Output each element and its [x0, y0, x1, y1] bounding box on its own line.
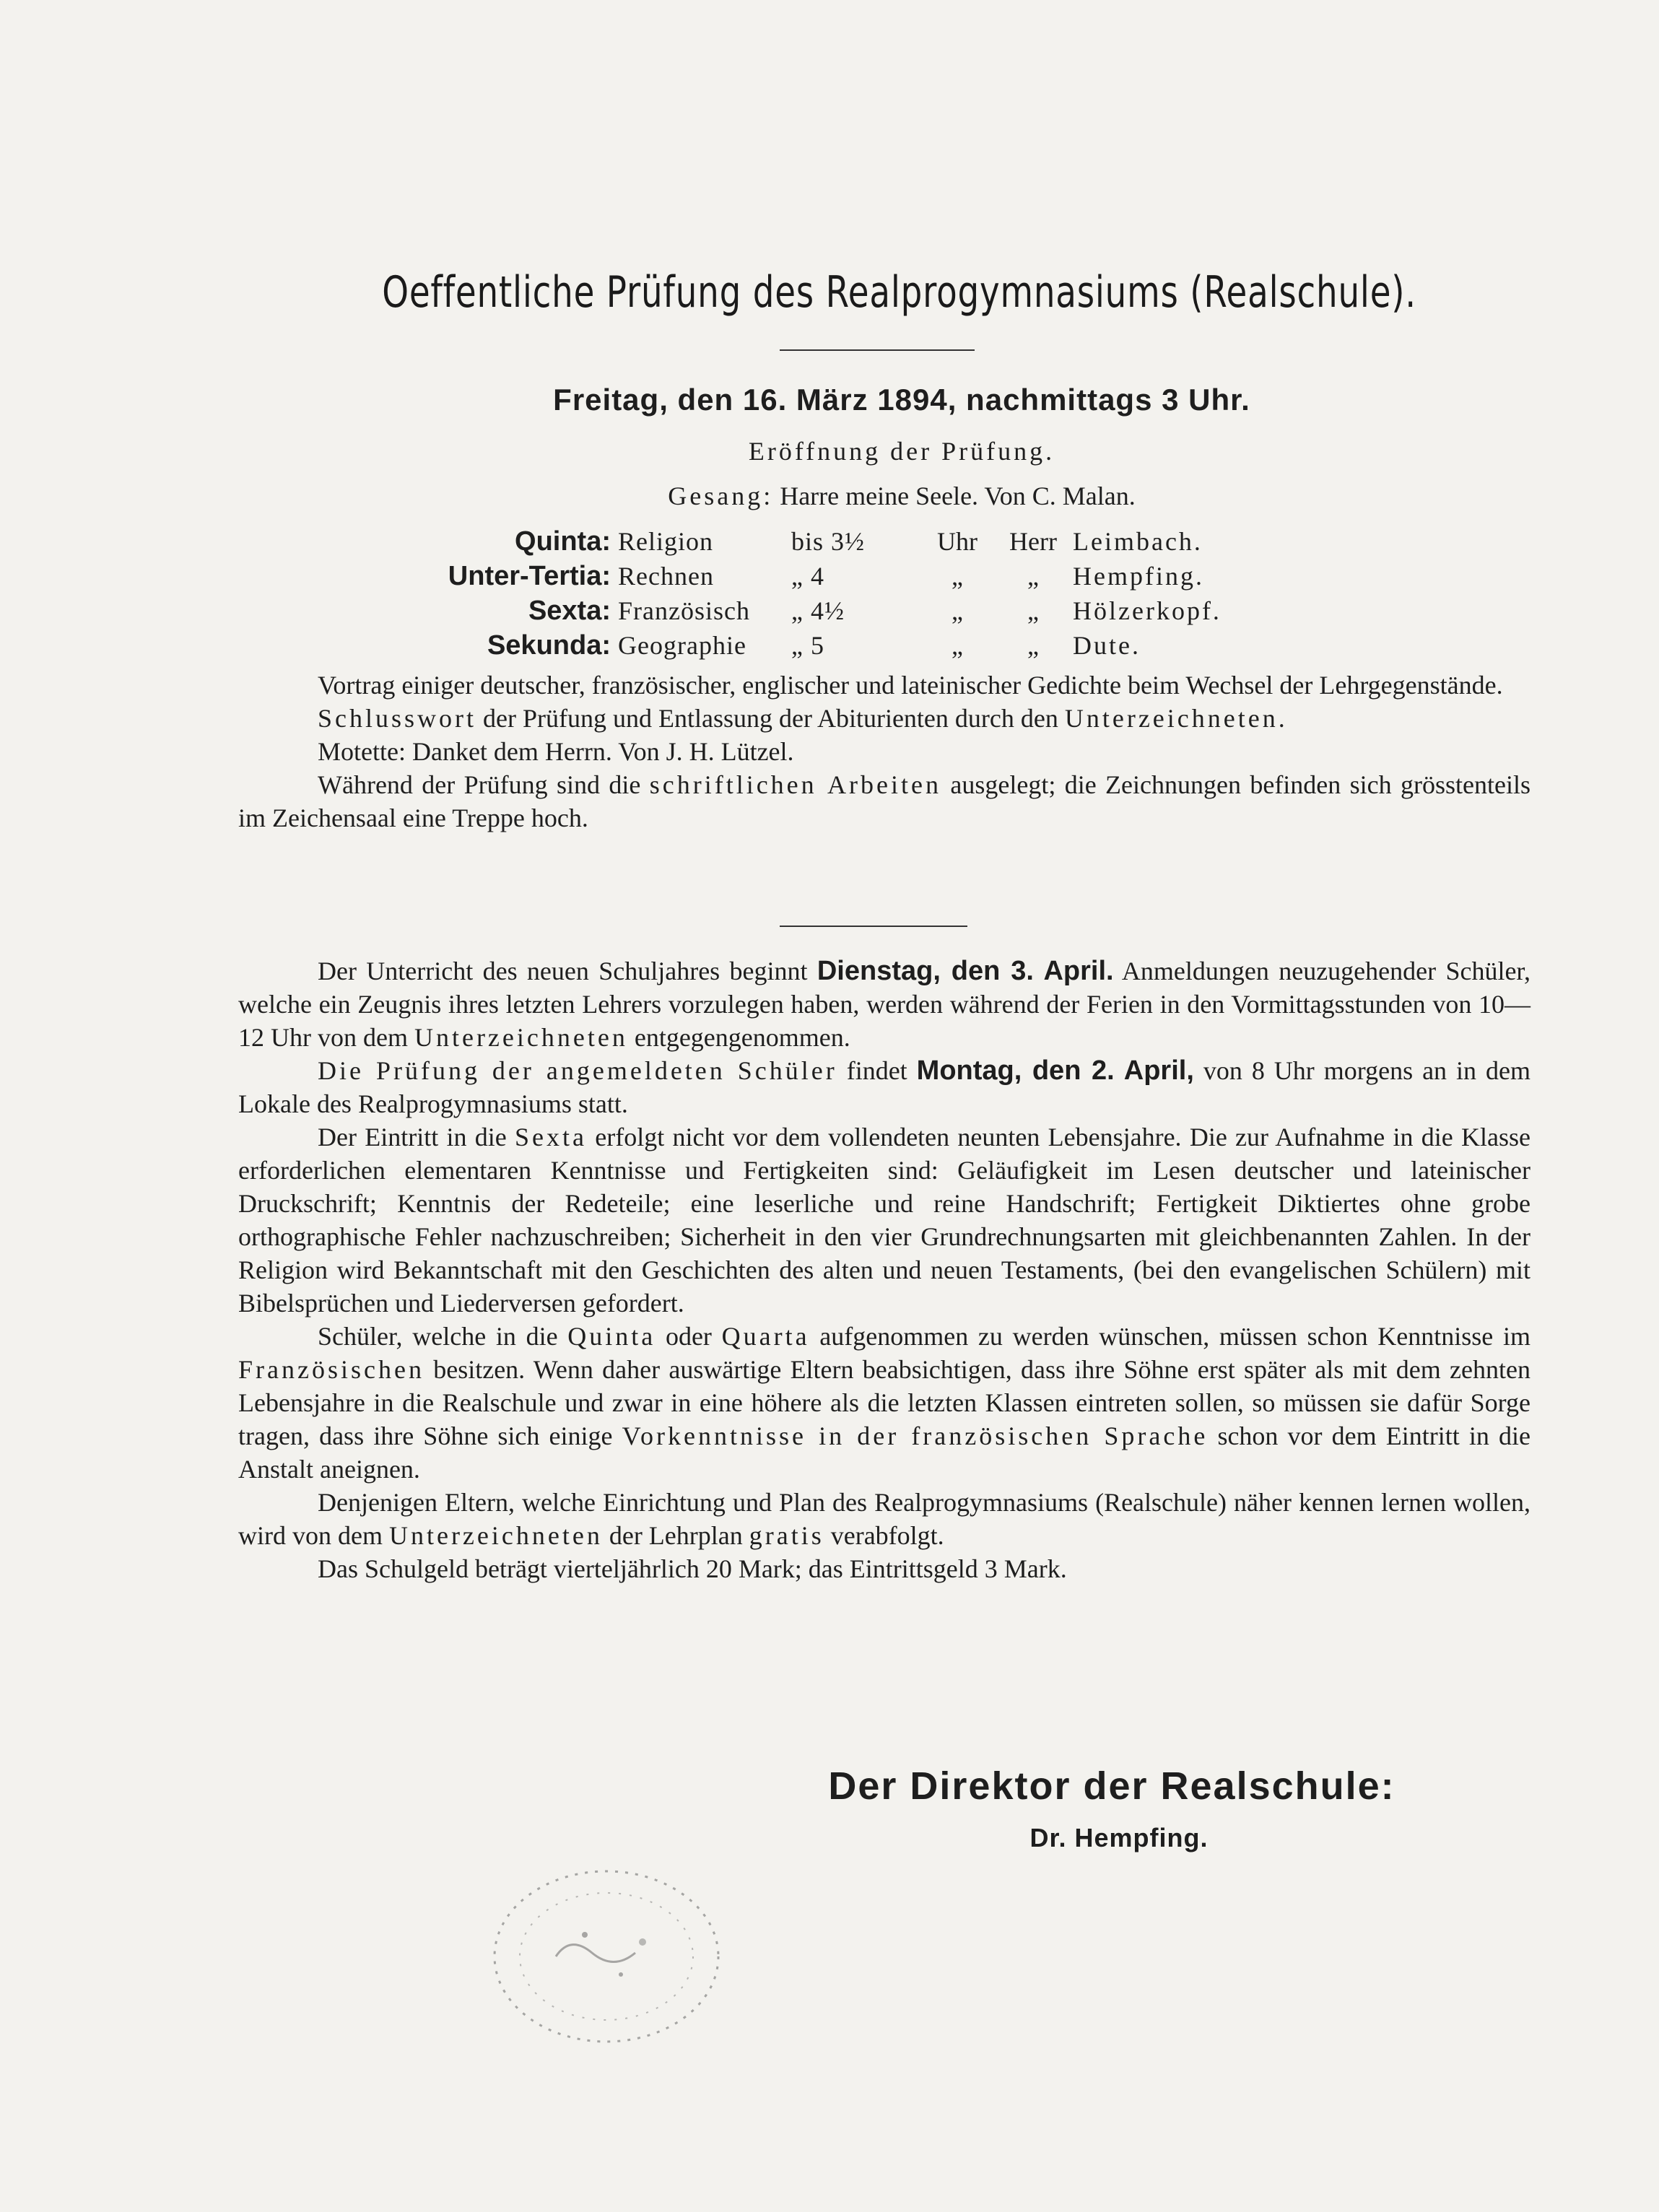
schedule-row: [318, 593, 1222, 628]
p1-text-c: entgegengenommen.: [627, 1023, 850, 1052]
schedule-uhr: „: [952, 631, 963, 660]
p1-date: Dienstag, den 3. April.: [817, 956, 1114, 986]
schedule-herr: „: [1027, 596, 1039, 625]
section-divider: [780, 926, 967, 927]
program-vortrag: Vortrag einiger deutscher, französischer, englischer und lateinischer Gedichte beim Wechsel der Lehrgegenstände.: [318, 671, 1503, 700]
schedule-class: Sekunda:: [487, 630, 611, 661]
schedule-subject: Rechnen: [618, 562, 714, 591]
p1-text-a: Der Unterricht des neuen Schuljahres beginnt: [318, 957, 817, 985]
exam-schedule: [318, 524, 1222, 663]
signature-office: Der Direktor der Realschule:: [828, 1764, 1395, 1808]
schedule-time: „ 4: [791, 562, 824, 591]
document-title: Oeffentliche Prüfung des Realprogymnasiums (Realschule).: [382, 267, 1416, 318]
schedule-class: Unter-Tertia:: [448, 561, 611, 591]
p2-text-a: findet: [837, 1056, 917, 1085]
p4-text-c: aufgenommen zu werden wünschen, müssen schon Kenntnisse im: [809, 1322, 1530, 1351]
p4-emph-prior: Vorkenntnisse in der französischen Sprache: [622, 1421, 1209, 1450]
schlusswort-text: der Prüfung und Entlassung der Abiturienten durch den: [476, 704, 1065, 733]
schedule-subject: Französisch: [618, 596, 750, 625]
p3-emph: Sexta: [515, 1123, 587, 1151]
schedule-row: [318, 628, 1222, 663]
p5-text-b: der Lehrplan: [602, 1521, 749, 1550]
schedule-herr: „: [1027, 562, 1039, 591]
p3-text-a: Der Eintritt in die: [318, 1123, 515, 1151]
schedule-row: [318, 524, 1222, 559]
opening-line: Eröffnung der Prüfung.: [748, 437, 1055, 466]
faded-stamp-seal: [469, 1848, 758, 2065]
schedule-uhr: „: [952, 596, 963, 625]
p4-text-d: besitzen. Wenn daher auswärtige Eltern beabsichtigen, dass ihre Söhne erst später als mit dem zehnten Lebensjahre in die Realschule und zwar in eine höhere als die letzten Klassen eintreten sollen, so müssen sie dafür Sorge tragen, dass ihre Söhne sich einige: [238, 1355, 1530, 1450]
notice-admission-exam: [238, 1054, 1530, 1120]
schedule-row: [318, 559, 1222, 593]
schedule-time: „ 5: [791, 631, 824, 660]
p5-emph-signer: Unterzeichneten: [388, 1521, 603, 1550]
notice-sexta: [238, 1120, 1530, 1320]
p2-text-b: von 8 Uhr morgens an in dem Lokale des Realprogymnasiums statt.: [238, 1056, 1530, 1118]
notice-fees: Das Schulgeld beträgt vierteljährlich 20 Mark; das Eintrittsgeld 3 Mark.: [318, 1554, 1067, 1583]
schedule-class: Sexta:: [528, 596, 611, 626]
schedule-subject: Geographie: [618, 631, 746, 660]
p4-text-b: oder: [656, 1322, 722, 1351]
schedule-subject: Religion: [618, 527, 713, 556]
arbeiten-text-b: ausgelegt; die Zeichnungen befinden sich grösstenteils im Zeichensaal eine Treppe hoch.: [238, 770, 1530, 832]
signature-name: Dr. Hempfing.: [1029, 1823, 1209, 1852]
p4-emph-quinta: Quinta: [567, 1322, 656, 1351]
p4-emph-french: Französischen: [238, 1355, 424, 1384]
schedule-teacher: Hölzerkopf.: [1073, 596, 1222, 625]
p3-text-b: erfolgt nicht vor dem vollendeten neunten Lebensjahre. Die zur Aufnahme in die Klasse erforderlichen elementaren Kenntnisse und Fertigkeiten sind: Geläufigkeit im Lesen deutscher und lateinischer Druckschrift; Kenntnis der Redeteile; eine leserliche und reine Handschrift; Fertigkeit Diktiertes ohne grobe orthographische Fehler nachzuschreiben; Sicherheit in den vier Grundrechnungsarten mit gleichbenannten Zahlen. In der Religion wird Bekanntschaft mit den Geschichten des alten und neuen Testaments, (bei den evangelischen Schülern) mit Bibelsprüchen und Liederversen gefordert.: [238, 1123, 1531, 1318]
p5-emph-gratis: gratis: [749, 1521, 824, 1550]
schedule-teacher: Dute.: [1073, 631, 1141, 660]
p4-text-e: schon vor dem Eintritt in die Anstalt aneignen.: [238, 1421, 1531, 1484]
notice-schoolyear: [238, 954, 1530, 1054]
p4-emph-quarta: Quarta: [721, 1322, 810, 1351]
arbeiten-emph: schriftlichen Arbeiten: [649, 770, 941, 799]
program-motette: Motette: Danket dem Herrn. Von J. H. Lützel.: [318, 737, 794, 766]
notice-curriculum: [238, 1486, 1530, 1552]
schedule-herr: Herr: [1009, 527, 1057, 556]
p4-text-a: Schüler, welche in die: [318, 1322, 568, 1351]
schedule-uhr: „: [952, 562, 963, 591]
song-label: Gesang:: [668, 482, 774, 510]
arbeiten-text-a: Während der Prüfung sind die: [318, 770, 650, 799]
program-schlusswort: [238, 702, 1530, 735]
schedule-herr: „: [1027, 631, 1039, 660]
schedule-class: Quinta:: [515, 526, 611, 557]
schedule-teacher: Leimbach.: [1073, 527, 1203, 556]
p5-text-a: Denjenigen Eltern, welche Einrichtung und Plan des Realprogymnasiums (Realschule) näher kennen lernen wollen, wird von dem: [238, 1488, 1530, 1550]
title-divider: [780, 349, 975, 351]
schedule-uhr: Uhr: [937, 527, 977, 556]
notice-quinta-quarta: [238, 1320, 1530, 1486]
schlusswort-signer: Unterzeichneten.: [1064, 704, 1288, 733]
schedule-time: bis 3½: [791, 527, 866, 556]
p5-text-c: verabfolgt.: [824, 1521, 944, 1550]
notice-section: [238, 954, 1530, 1585]
program-arbeiten: [238, 768, 1530, 835]
p2-emph: Die Prüfung der angemeldeten Schüler: [318, 1056, 837, 1085]
p2-date: Montag, den 2. April,: [916, 1055, 1194, 1086]
schlusswort-emph: Schlusswort: [318, 704, 477, 733]
schedule-teacher: Hempfing.: [1073, 562, 1204, 591]
program-section: [238, 669, 1530, 835]
song-text: Harre meine Seele. Von C. Malan.: [780, 482, 1136, 510]
p1-emph: Unterzeichneten: [414, 1023, 628, 1052]
p1-text-b: Anmeldungen neuzugehender Schüler, welche ein Zeugnis ihres letzten Lehrers vorzulegen haben, werden während der Ferien in den Vormittagsstunden von 10—12 Uhr von dem: [238, 957, 1530, 1052]
song-line: [72, 481, 1659, 511]
schedule-time: „ 4½: [791, 596, 845, 625]
date-line: Freitag, den 16. März 1894, nachmittags 3 Uhr.: [553, 383, 1250, 417]
